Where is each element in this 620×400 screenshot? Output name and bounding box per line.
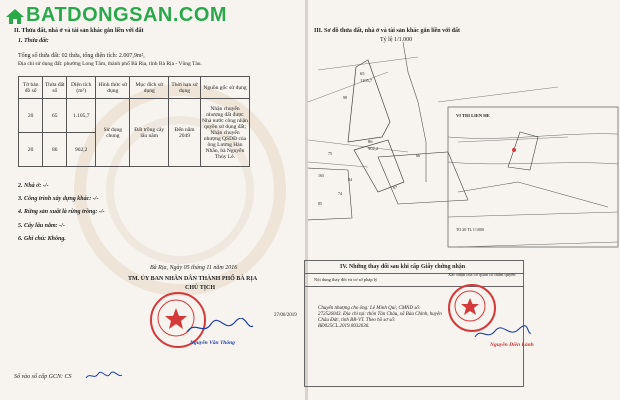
col-header-area: Diện tích (m²) [67,77,96,99]
map-label-sheet: TO 20 TL 1/1000 [456,227,485,232]
col-header-term: Thời hạn sử dụng [169,77,201,99]
map-num-75: 75 [328,151,332,156]
map-num-98: 98 [343,95,347,100]
house-icon [4,7,26,25]
item-perennial: 5. Cây lâu năm: -/- [18,223,65,229]
map-num-74: 74 [338,191,342,196]
subsection-land-plot: 1. Thửa đất: [18,38,49,44]
left-sheet [0,0,305,400]
change-text: Chuyển nhượng cho ông: Lê Minh Quí; CMND số: 272526043. Địa chỉ tại: thôn Tân Châu, xã Bàu Chinh, huyện Châu Đức, tỉnh BR-VT. Theo hồ sơ số: BĐ025CL.2019.0032636. [318,306,442,329]
cell-term: Đến năm 2049 [169,99,201,167]
map-num-67: 67 [393,185,397,190]
right-sheet [274,0,620,400]
cell-origin: Nhận chuyển nhượng đất được Nhà nước công nhận quyền sử dụng đất; Nhận chuyển nhượng QSDĐ của ông Lương Hán Nhân, bà Nguyễn Thùy Lê. [201,99,250,167]
signer-name: Nguyễn Văn Thông [190,340,235,346]
cell-plot-no: 65 [43,99,67,133]
map-label-road: VI TRI LIEN HE [456,113,490,118]
area-total: Tổng số thửa đất: 02 thửa, tổng diện tích: 2.007,9m², [18,53,145,59]
gcn-number-label: Số vào sổ cấp GCN: CS [14,374,72,380]
map-num-66: 66 [416,153,420,158]
confirm-signer: Nguyễn Điền Lành [490,342,534,348]
changes-col-content: Nội dung thay đổi và cơ sở pháp lý [314,277,378,282]
cell-map-sheet: 20 [19,99,43,133]
section-2-title: II. Thửa đất, nhà ở và tài sản khác gắn liền với đất [14,28,144,34]
cell-plot-no: 86 [43,133,67,167]
change-date: 27/06/2019 [274,313,297,318]
map-label-second-parcel: 86 902,2 [368,139,379,151]
item-other-construction: 3. Công trình xây dựng khác: -/- [18,196,99,202]
cell-area: 1.105,7 [67,99,96,133]
map-label-main-parcel: 65 1105,7 [360,71,373,83]
col-header-origin: Nguồn gốc sử dụng [201,77,250,99]
land-plot-table [18,76,250,167]
watermark-text: BATDONGSAN.COM [26,4,228,26]
map-num-165: 165 [318,173,324,178]
col-header-use-form: Hình thức sử dụng [96,77,130,99]
col-header-map-sheet: Tờ bản đồ số [19,77,43,99]
signature [185,318,255,338]
map-num-85: 85 [318,201,322,206]
map-num-84: 84 [348,177,352,182]
table-row [19,99,250,133]
col-header-plot-no: Thửa đất số [43,77,67,99]
map-scale: Tỷ lệ 1/1.000 [380,37,413,43]
address: Địa chỉ sử dụng đất: phường Long Tâm, thành phố Bà Rịa, tỉnh Bà Rịa - Vũng Tàu. [18,61,202,67]
date-line: Bà Rịa, Ngày 05 tháng 11 năm 2016 [150,265,238,271]
changes-col-confirm: Xác nhận của cơ quan có thẩm quyền [448,272,516,277]
cell-map-sheet: 20 [19,133,43,167]
watermark-logo [4,4,227,27]
section-4-title: IV. Những thay đổi sau khi cấp Giấy chứng nhận [340,264,466,270]
cell-area: 902,2 [67,133,96,167]
authority-role: CHỦ TỊCH [185,285,216,291]
cadastral-map [308,42,620,252]
cell-use-form: Sử dụng chung [96,99,130,167]
item-note: 6. Ghi chú: Không. [18,236,66,242]
cell-purpose: Đất trồng cây lâu năm [130,99,169,167]
handwritten-number [84,370,124,382]
item-forest: 4. Rừng sản xuất là rừng trồng: -/- [18,209,105,215]
col-header-purpose: Mục đích sử dụng [130,77,169,99]
section-3-title: III. Sơ đồ thửa đất, nhà ở và tài sản khác gắn liền với đất [314,28,460,34]
authority-name: TM. ỦY BAN NHÂN DÂN THÀNH PHỐ BÀ RỊA [128,276,258,282]
item-house: 2. Nhà ở: -/- [18,183,49,189]
